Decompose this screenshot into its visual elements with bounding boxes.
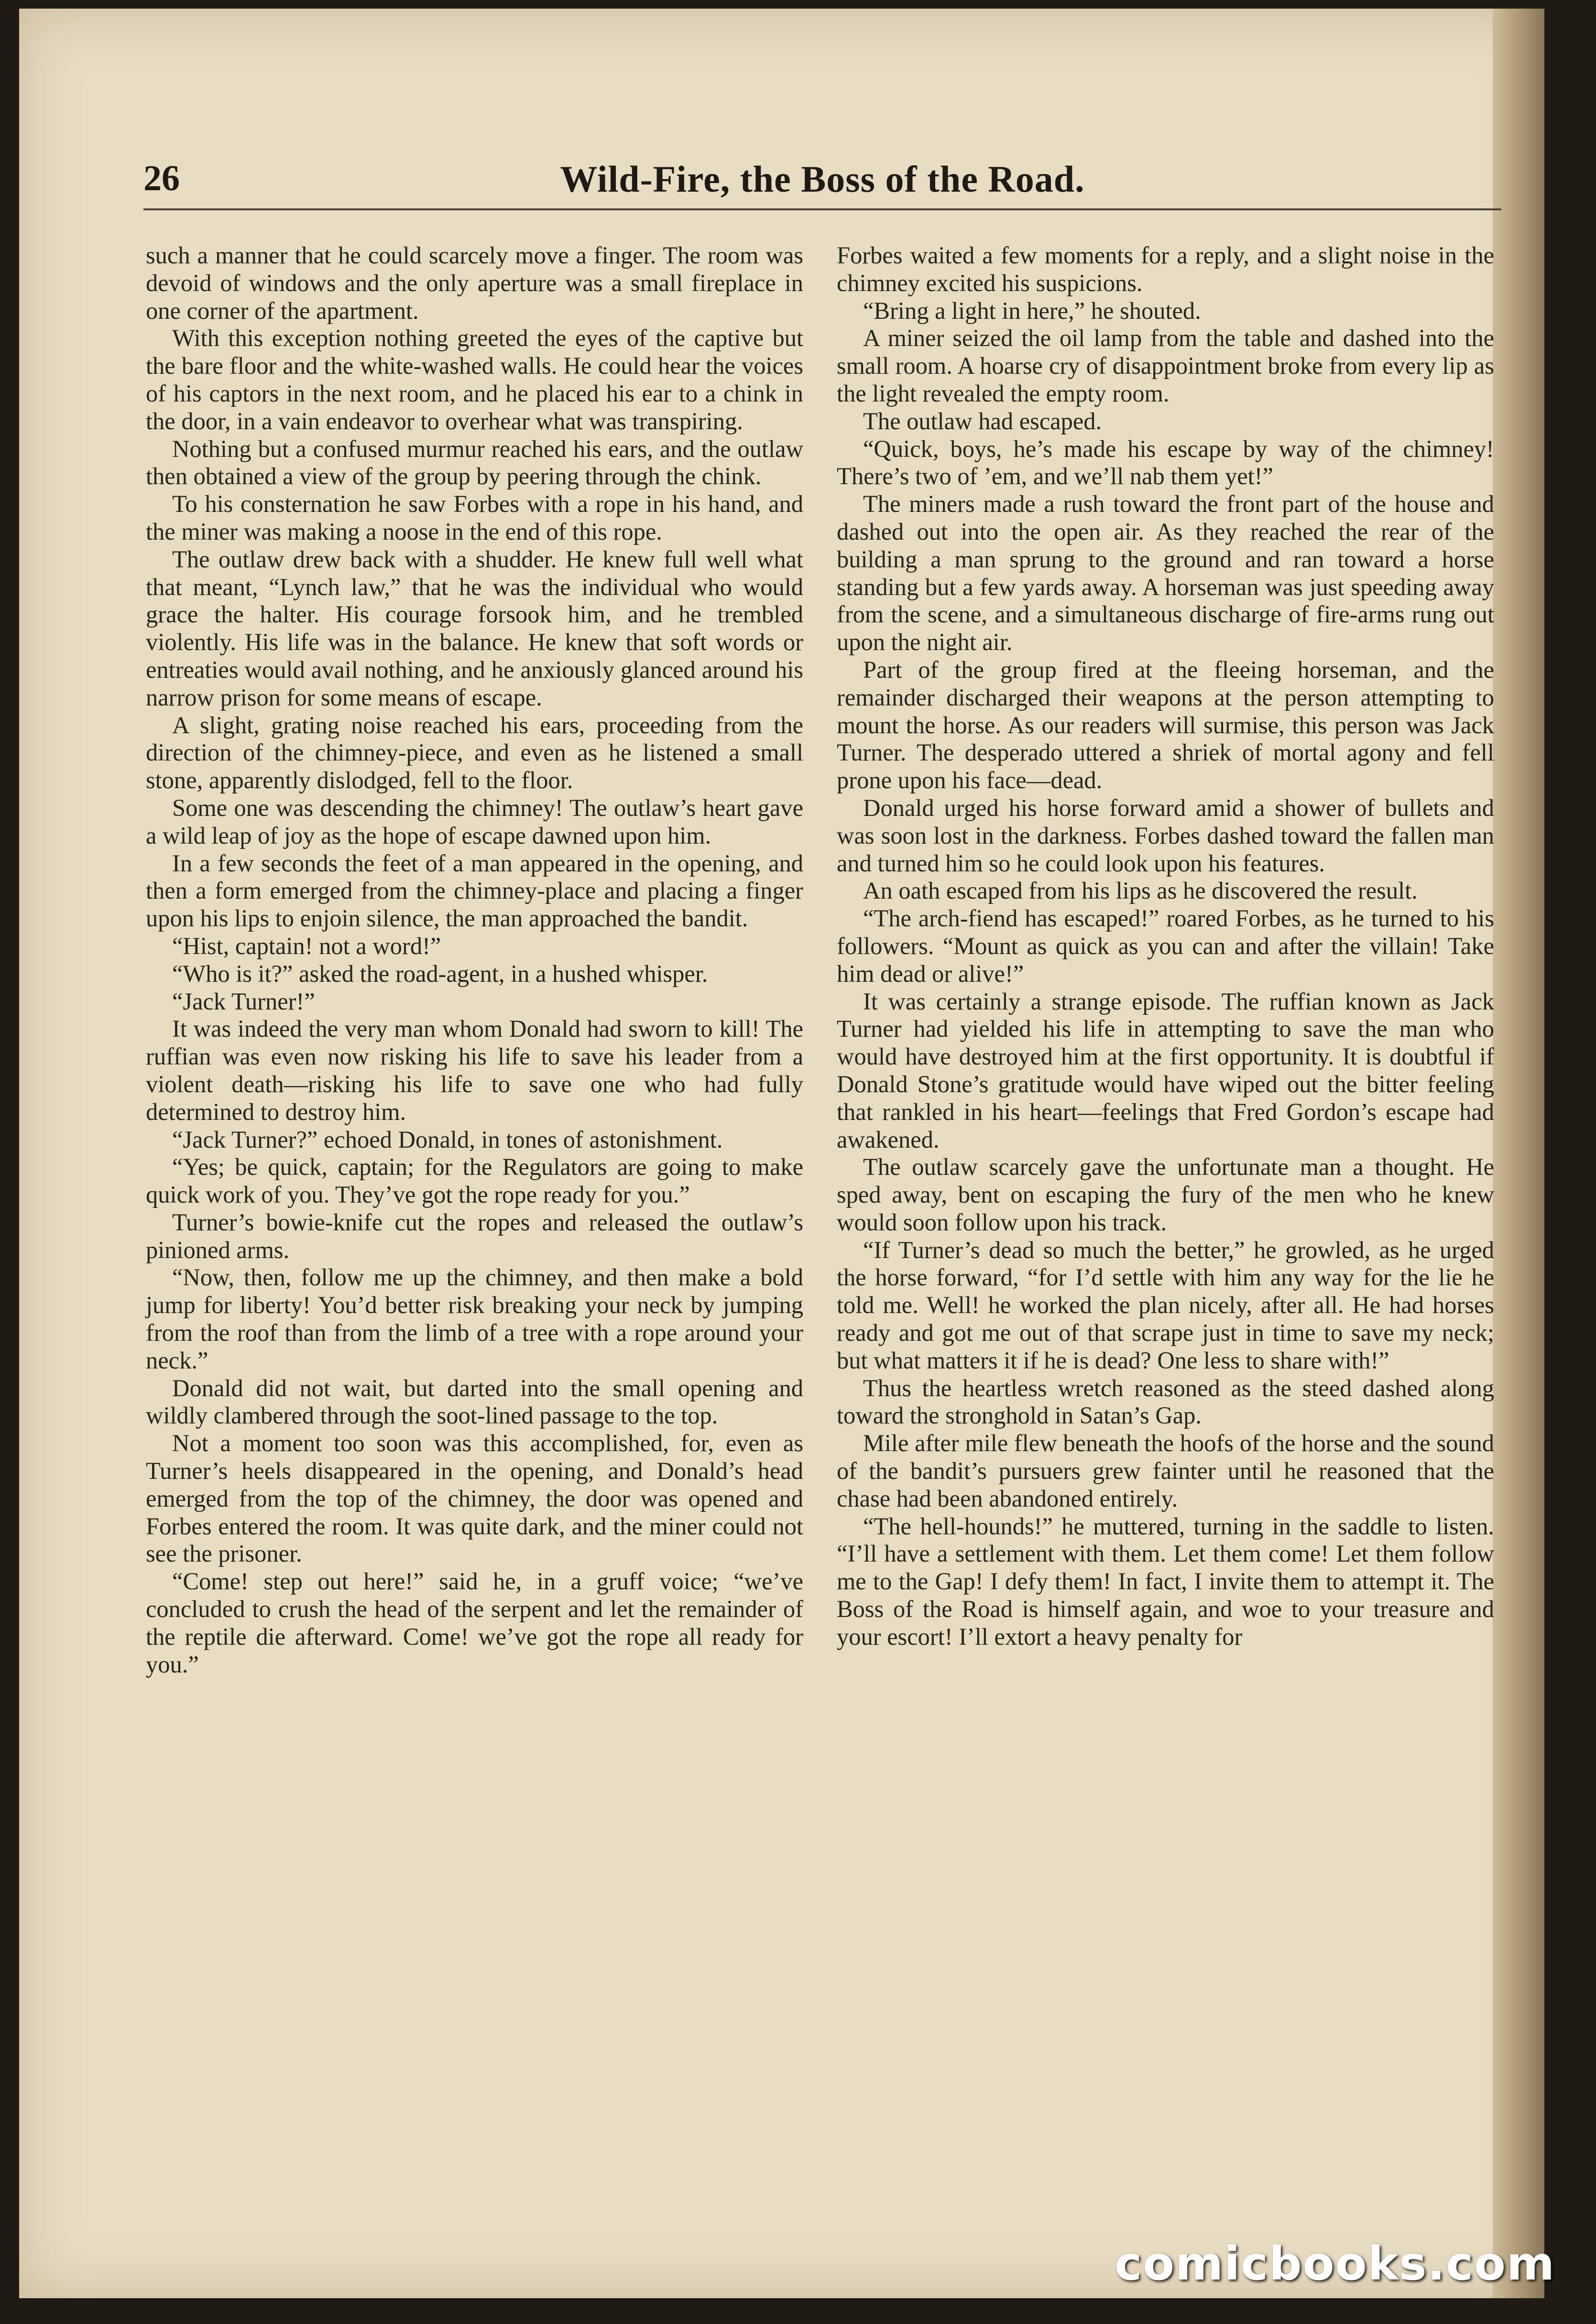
page — [19, 9, 1544, 2298]
paragraph: Forbes waited a few moments for a reply, and a slight noise in the chimney excited his suspicions. — [837, 242, 1494, 296]
paragraph: “Jack Turner?” echoed Donald, in tones of astonishment. — [172, 1126, 723, 1153]
paragraph: “Now, then, follow me up the chimney, and then make a bold jump for liberty! You’d better risk breaking your neck by jumping from the roof than from the limb of a tree with a rope around your neck.” — [146, 1264, 803, 1374]
paragraph: Thus the heartless wretch reasoned as the steed dashed along toward the stronghold in Satan’s Gap. — [837, 1374, 1494, 1429]
paragraph: With this exception nothing greeted the eyes of the captive but the bare floor and the white-washed walls. He could hear the voices of his captors in the next room, and he placed his ear to a chink in the door, in a vain endeavor to overhear what was transpiring. — [146, 325, 803, 434]
paragraph: “Come! step out here!” said he, in a gruff voice; “we’ve concluded to crush the head of the serpent and let the remainder of the reptile die afterward. Come! we’ve got the rope all ready for you.” — [146, 1568, 803, 1678]
paragraph: The outlaw drew back with a shudder. He knew full well what that meant, “Lynch law,” that he was the individual who would grace the halter. His courage forsook him, and he trembled violently. His life was in the balance. He knew that soft words or entreaties would avail nothing, and he anxiously glanced around his narrow prison for some means of escape. — [146, 545, 803, 711]
paragraph: An oath escaped from his lips as he discovered the result. — [863, 877, 1418, 904]
paragraph: The outlaw scarcely gave the unfortunate man a thought. He sped away, bent on escaping the fury of the men who he knew would soon follow upon his track. — [837, 1153, 1494, 1236]
paragraph: In a few seconds the feet of a man appeared in the opening, and then a form emerged from the chimney-place and placing a finger upon his lips to enjoin silence, the man approached the bandit. — [146, 849, 803, 932]
binding-spine — [1493, 9, 1544, 2298]
paragraph: “If Turner’s dead so much the better,” he growled, as he urged the horse forward, “for I’d settle with him any way for the lie he told me. Well! he worked the plan nicely, after all. He had horses ready and got me out of that scrape just in time to save my neck; but what matters it if he is dead? One less to share with!” — [837, 1236, 1494, 1374]
paragraph: “Bring a light in here,” he shouted. — [863, 297, 1201, 324]
paragraph: Part of the group fired at the fleeing horseman, and the remainder discharged their weapons at the person attempting to mount the horse. As our readers will surmise, this person was Jack Turner. The desperado uttered a shriek of mortal agony and fell prone upon his face—dead. — [837, 656, 1494, 794]
paragraph: It was indeed the very man whom Donald had sworn to kill! The ruffian was even now risking his life to save his leader from a violent death—risking his life to save one who had fully determined to destroy him. — [146, 1015, 803, 1125]
right-column — [837, 242, 1494, 1651]
page-number: 26 — [143, 158, 180, 198]
running-title: Wild-Fire, the Boss of the Road. — [560, 158, 1085, 200]
paragraph: “Jack Turner!” — [172, 988, 315, 1015]
paragraph: such a manner that he could scarcely move a finger. The room was devoid of windows and the only aperture was a small fireplace in one corner of the apartment. — [146, 242, 803, 324]
paragraph: Donald urged his horse forward amid a shower of bullets and was soon lost in the darkness. Forbes dashed toward the fallen man and turned him so he could look upon his features. — [837, 794, 1494, 877]
paragraph: Some one was descending the chimney! The outlaw’s heart gave a wild leap of joy as the hope of escape dawned upon him. — [146, 794, 803, 849]
paragraph: “Who is it?” asked the road-agent, in a hushed whisper. — [172, 960, 708, 987]
paragraph: Not a moment too soon was this accomplished, for, even as Turner’s heels disappeared in the opening, and Donald’s head emerged from the top of the chimney, the door was opened and Forbes entered the room. It was quite dark, and the miner could not see the prisoner. — [146, 1430, 803, 1567]
header-rule — [143, 208, 1501, 210]
page-header — [143, 158, 1501, 206]
paragraph: A slight, grating noise reached his ears, proceeding from the direction of the chimney-piece, and even as he listened a small stone, apparently dislodged, fell to the floor. — [146, 711, 803, 794]
paragraph: Turner’s bowie-knife cut the ropes and released the outlaw’s pinioned arms. — [146, 1208, 803, 1263]
paragraph: To his consternation he saw Forbes with a rope in his hand, and the miner was making a noose in the end of this rope. — [146, 490, 803, 545]
paragraph: It was certainly a strange episode. The ruffian known as Jack Turner had yielded his life in attempting to save the man who would have destroyed him at the first opportunity. It is doubtful if Donald Stone’s gratitude would have wiped out the bitter feeling that rankled in his heart—feelings that Fred Gordon’s escape had awakened. — [837, 988, 1494, 1153]
paragraph: The miners made a rush toward the front part of the house and dashed out into the open air. As they reached the rear of the building a man sprung to the ground and ran toward a horse standing but a few yards away. A horseman was just speeding away from the scene, and a simultaneous discharge of fire-arms rung out upon the night air. — [837, 490, 1494, 656]
left-column — [146, 242, 803, 1678]
paragraph: The outlaw had escaped. — [863, 407, 1102, 434]
paragraph: “Yes; be quick, captain; for the Regulators are going to make quick work of you. They’ve got the rope ready for you.” — [146, 1153, 803, 1208]
paragraph: “The arch-fiend has escaped!” roared Forbes, as he turned to his followers. “Mount as quick as you can and after the villain! Take him dead or alive!” — [837, 905, 1494, 987]
paragraph: Mile after mile flew beneath the hoofs of the horse and the sound of the bandit’s pursuers grew fainter until he reasoned that the chase had been abandoned entirely. — [837, 1430, 1494, 1512]
watermark: comicbooks.com — [1115, 2237, 1555, 2291]
paragraph: “The hell-hounds!” he muttered, turning in the saddle to listen. “I’ll have a settlement with them. Let them come! Let them follow me to the Gap! I defy them! In fact, I invite them to attempt it. The Boss of the Road is himself again, and woe to your treasure and your escort! I’ll extort a heavy penalty for — [837, 1512, 1494, 1650]
paragraph: A miner seized the oil lamp from the table and dashed into the small room. A hoarse cry of disappointment broke from every lip as the light revealed the empty room. — [837, 325, 1494, 407]
paragraph: Nothing but a confused murmur reached his ears, and the outlaw then obtained a view of the group by peering through the chink. — [146, 435, 803, 490]
paragraph: Donald did not wait, but darted into the small opening and wildly clambered through the soot-lined passage to the top. — [146, 1374, 803, 1429]
paragraph: “Quick, boys, he’s made his escape by way of the chimney! There’s two of ’em, and we’ll nab them yet!” — [837, 435, 1494, 490]
paragraph: “Hist, captain! not a word!” — [172, 932, 441, 959]
